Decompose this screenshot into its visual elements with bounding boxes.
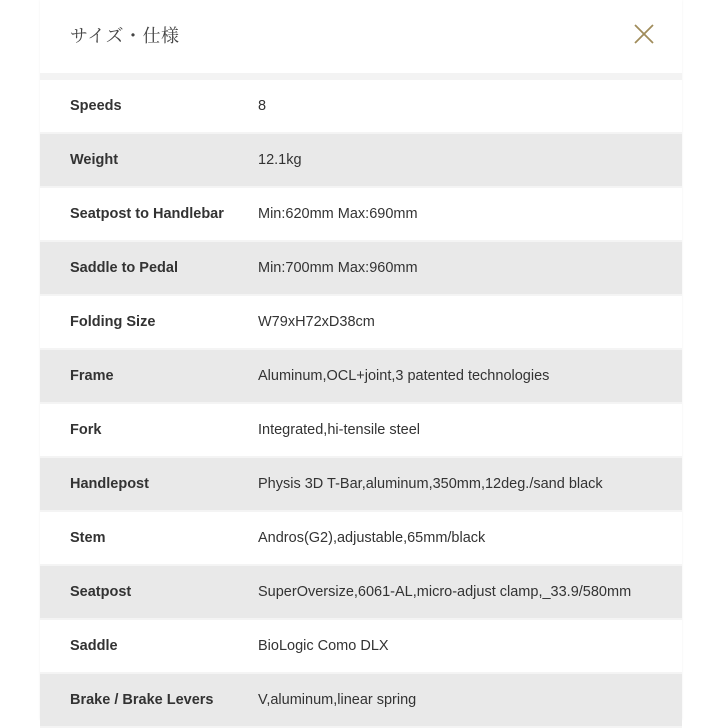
spec-value: BioLogic Como DLX	[258, 638, 389, 654]
spec-label: Frame	[70, 368, 114, 384]
header-divider	[40, 73, 682, 80]
spec-value: Min:620mm Max:690mm	[258, 206, 418, 222]
spec-label: Seatpost to Handlebar	[70, 206, 224, 222]
spec-row	[40, 242, 682, 296]
spec-row	[40, 620, 682, 674]
spec-modal	[40, 0, 682, 720]
spec-value: W79xH72xD38cm	[258, 314, 375, 330]
close-icon	[632, 22, 656, 46]
spec-row	[40, 80, 682, 134]
spec-label: Speeds	[70, 98, 122, 114]
spec-row	[40, 404, 682, 458]
spec-value: Physis 3D T-Bar,aluminum,350mm,12deg./sand black	[258, 476, 603, 492]
spec-row	[40, 350, 682, 404]
spec-label: Saddle to Pedal	[70, 260, 178, 276]
spec-label: Saddle	[70, 638, 118, 654]
spec-value: Andros(G2),adjustable,65mm/black	[258, 530, 486, 546]
spec-label: Seatpost	[70, 584, 132, 600]
spec-table	[40, 80, 682, 728]
modal-header	[40, 0, 682, 73]
spec-label: Weight	[70, 152, 119, 168]
spec-value: 12.1kg	[258, 152, 302, 168]
spec-label: Handlepost	[70, 476, 149, 492]
spec-label: Folding Size	[70, 314, 156, 330]
spec-value: Min:700mm Max:960mm	[258, 260, 418, 276]
close-button[interactable]	[632, 22, 656, 46]
spec-value: 8	[258, 98, 267, 114]
spec-label: Brake / Brake Levers	[70, 692, 214, 708]
spec-label: Fork	[70, 422, 102, 438]
spec-row	[40, 296, 682, 350]
modal-title: サイズ・仕様	[70, 26, 180, 46]
spec-row	[40, 566, 682, 620]
spec-row	[40, 458, 682, 512]
spec-value: Aluminum,OCL+joint,3 patented technologies	[258, 368, 550, 384]
spec-row	[40, 134, 682, 188]
spec-row	[40, 188, 682, 242]
spec-value: V,aluminum,linear spring	[258, 692, 417, 708]
spec-row	[40, 512, 682, 566]
spec-value: Integrated,hi-tensile steel	[258, 422, 421, 438]
spec-label: Stem	[70, 530, 106, 546]
spec-value: SuperOversize,6061-AL,micro-adjust clamp,_33.9/580mm	[258, 584, 632, 600]
